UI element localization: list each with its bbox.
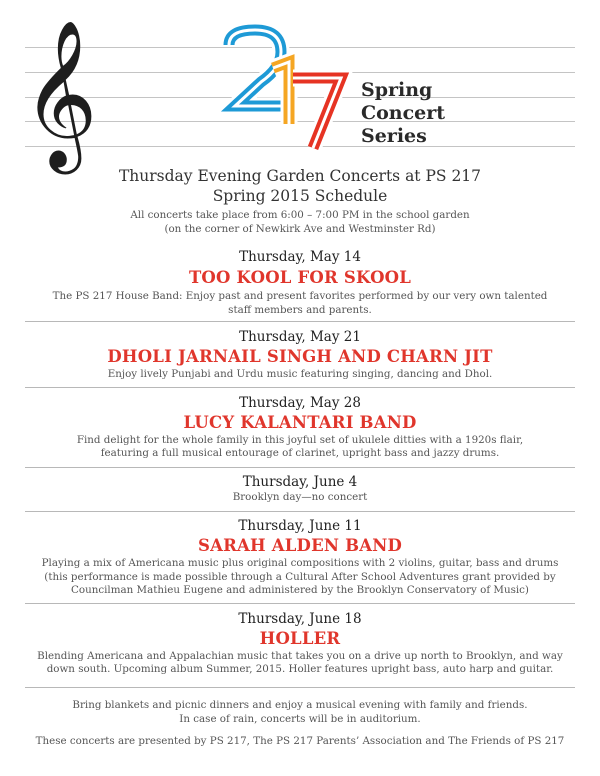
- band-name: SARAH ALDEN BAND: [197, 536, 403, 555]
- logo-text-concert: Concert: [361, 102, 446, 124]
- concert-time-info: All concerts take place from 6:00 – 7:00 PM in the school garden: [130, 209, 470, 221]
- divider: [25, 687, 575, 688]
- band-name: TOO KOOL FOR SKOOL: [188, 268, 412, 287]
- ps217-logo: [215, 20, 355, 155]
- concert-date: Thursday, June 11: [238, 518, 362, 534]
- concert-description: Enjoy lively Punjabi and Urdu music featuring singing, dancing and Dhol.: [107, 368, 493, 380]
- concert-description: Find delight for the whole family in this joyful set of ukulele ditties with a 1920s flair,: [76, 434, 524, 446]
- band-name: HOLLER: [259, 629, 341, 648]
- concert-description: staff members and parents.: [228, 304, 372, 316]
- divider: [25, 603, 575, 604]
- band-name: LUCY KALANTARI BAND: [183, 413, 417, 432]
- concert-description: (this performance is made possible through a Cultural After School Adventures grant provided by: [44, 571, 556, 583]
- divider: [25, 321, 575, 322]
- page-subtitle: Spring 2015 Schedule: [212, 187, 388, 205]
- footer-rain-note: In case of rain, concerts will be in auditorium.: [179, 713, 421, 725]
- footer-credits: These concerts are presented by PS 217, The PS 217 Parents’ Association and The Friends of PS 217: [35, 735, 565, 747]
- footer-note: Bring blankets and picnic dinners and enjoy a musical evening with family and friends.: [72, 699, 528, 711]
- treble-clef-icon: 𝄞: [22, 19, 98, 168]
- concert-description: down south. Upcoming album Summer, 2015. Holler features upright bass, auto harp and guitar.: [46, 663, 554, 675]
- concert-date: Thursday, May 28: [239, 395, 361, 411]
- concert-date: Thursday, June 18: [238, 611, 362, 627]
- concert-date: Thursday, May 14: [239, 249, 361, 265]
- band-name: DHOLI JARNAIL SINGH AND CHARN JIT: [107, 347, 493, 366]
- concert-description: Councilman Mathieu Eugene and administered by the Brooklyn Conservatory of Music): [71, 584, 529, 596]
- concert-description: The PS 217 House Band: Enjoy past and present favorites performed by our very own talented: [52, 290, 548, 302]
- divider: [25, 511, 575, 512]
- divider: [25, 467, 575, 468]
- logo-text-spring: Spring: [361, 79, 433, 101]
- concert-location-info: (on the corner of Newkirk Ave and Westminster Rd): [164, 223, 436, 235]
- concert-description: Blending Americana and Appalachian music that takes you on a drive up north to Brooklyn, and way: [37, 650, 563, 662]
- divider: [25, 387, 575, 388]
- concert-date: Thursday, June 4: [242, 474, 358, 490]
- concert-date: Thursday, May 21: [239, 329, 361, 345]
- page-title: Thursday Evening Garden Concerts at PS 217: [118, 167, 482, 185]
- logo-text-series: Series: [361, 125, 427, 147]
- concert-description: Playing a mix of Americana music plus original compositions with 2 violins, guitar, bass and drums: [41, 557, 559, 569]
- concert-description: Brooklyn day—no concert: [232, 491, 368, 503]
- concert-description: featuring a full musical entourage of clarinet, upright bass and jazzy drums.: [100, 447, 500, 459]
